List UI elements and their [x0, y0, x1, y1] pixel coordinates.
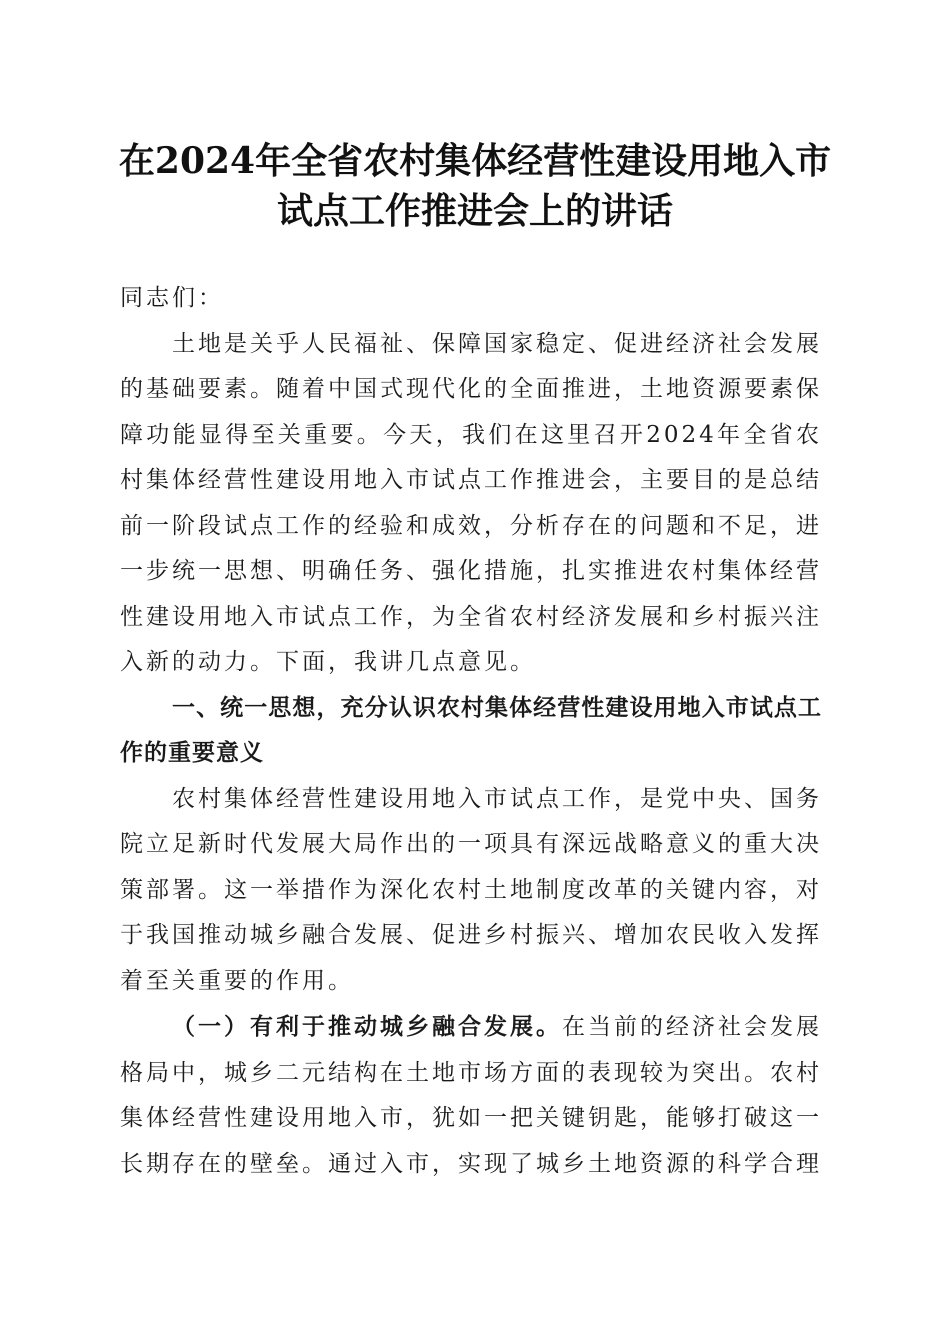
document-title	[100, 136, 850, 236]
paragraph-significance: 农村集体经营性建设用地入市试点工作，是党中央、国务院立足新时代发展大局作出的一项具有深远战略意义的重大决策部署。这一举措作为深化农村土地制度改革的关键内容，对于我国推动城乡融合发展、促进乡村振兴、增加农民收入发挥着至关重要的作用。	[120, 785, 822, 994]
document-body	[120, 276, 822, 1187]
paragraph-urban-rural-text: 在当前的经济社会发展格局中，城乡二元结构在土地市场方面的表现较为突出。农村集体经营性建设用地入市，犹如一把关键钥匙，能够打破这一长期存在的壁垒。通过入市，实现了城乡土地资源的科学合理	[120, 1014, 822, 1177]
section-heading-1: 一、统一思想，充分认识农村集体经营性建设用地入市试点工作的重要意义	[120, 694, 822, 766]
sub-heading-1: （一）有利于推动城乡融合发展。	[172, 1013, 562, 1040]
title-line-1: 在2024年全省农村集体经营性建设用地入市	[118, 140, 832, 182]
salutation: 同志们：	[120, 285, 224, 311]
title-line-2: 试点工作推进会上的讲话	[276, 190, 673, 232]
paragraph-intro: 土地是关乎人民福祉、保障国家稳定、促进经济社会发展的基础要素。随着中国式现代化的全面推进，土地资源要素保障功能显得至关重要。今天，我们在这里召开2024年全省农村集体经营性建设用地入市试点工作推进会，主要目的是总结前一阶段试点工作的经验和成效，分析存在的问题和不足，进一步统一思想、明确任务、强化措施，扎实推进农村集体经营性建设用地入市试点工作，为全省农村经济发展和乡村振兴注入新的动力。下面，我讲几点意见。	[120, 330, 822, 675]
paragraph-urban-rural	[120, 1004, 822, 1187]
